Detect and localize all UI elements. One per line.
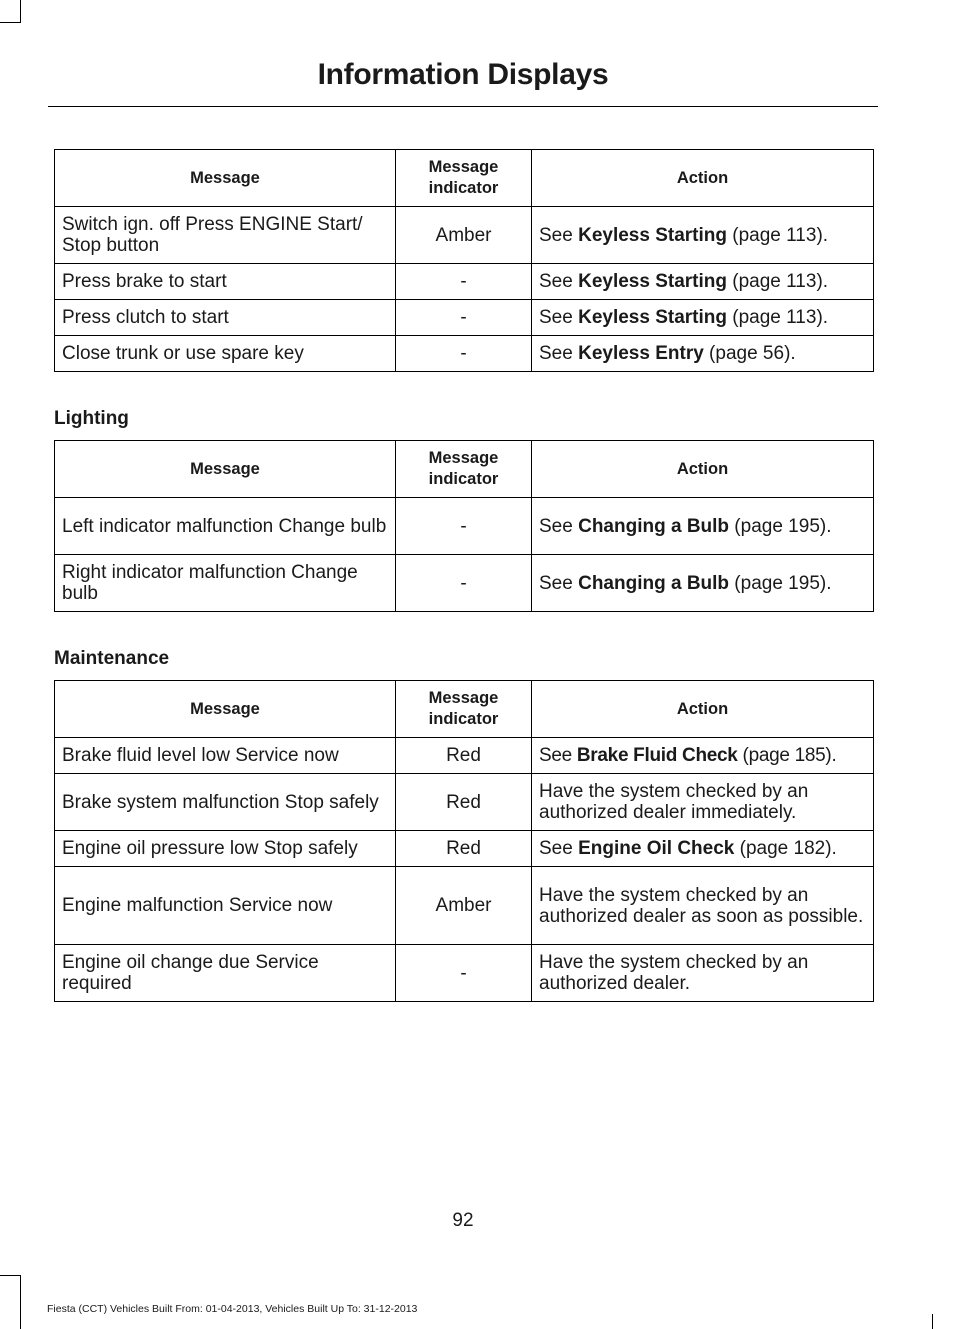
table-row [55,336,874,372]
table-row [55,831,874,867]
table-row [55,498,874,555]
crop-mark [932,1314,933,1329]
message-cell: Brake fluid level low Service now [55,738,396,774]
cross-reference: Keyless Entry [578,343,704,364]
indicator-cell: - [396,336,532,372]
message-cell: Right indicator malfunction Change bulb [55,555,396,612]
message-cell: Engine oil change due Service required [55,945,396,1002]
indicator-cell: Amber [396,867,532,945]
crop-mark [20,1275,21,1329]
column-header-message: Message [55,150,396,207]
table-row [55,774,874,831]
action-cell: See Changing a Bulb (page 195). [532,555,874,612]
action-cell: Have the system checked by an authorized dealer. [532,945,874,1002]
table-header-row [55,150,874,207]
column-header-message: Message [55,441,396,498]
indicator-cell: - [396,300,532,336]
table-row [55,207,874,264]
cross-reference: Changing a Bulb [578,572,730,594]
column-header-action: Action [532,150,874,207]
indicator-cell: Red [396,831,532,867]
table-header-row [55,681,874,738]
column-header-indicator: Message indicator [396,681,532,738]
column-header-action: Action [532,441,874,498]
indicator-cell: - [396,498,532,555]
indicator-cell: - [396,945,532,1002]
action-cell: See Changing a Bulb (page 195). [532,498,874,555]
action-cell: See Engine Oil Check (page 182). [532,831,874,867]
crop-mark [0,22,20,23]
crop-mark [0,1275,20,1276]
action-cell: Have the system checked by an authorized dealer immediately. [532,774,874,831]
section-heading-lighting: Lighting [54,408,129,429]
table-row [55,738,874,774]
title-rule [48,106,878,107]
action-cell: See Brake Fluid Check (page 185). [532,738,874,774]
lighting-table [54,440,874,612]
column-header-action: Action [532,681,874,738]
message-cell: Close trunk or use spare key [55,336,396,372]
crop-mark [20,0,21,23]
table-row [55,555,874,612]
indicator-cell: Red [396,774,532,831]
keyless-table [54,149,874,372]
action-cell: See Keyless Starting (page 113). [532,207,874,264]
section-heading-maintenance: Maintenance [54,648,170,669]
message-cell: Press clutch to start [55,300,396,336]
message-cell: Brake system malfunction Stop safely [55,774,396,831]
cross-reference: Keyless Starting [578,224,727,246]
table-row [55,867,874,945]
message-cell: Left indicator malfunction Change bulb [55,498,396,555]
cross-reference: Brake Fluid Check [576,745,738,766]
indicator-cell: - [396,264,532,300]
page-title: Information Displays [317,58,609,91]
indicator-cell: - [396,555,532,612]
action-cell: Have the system checked by an authorized dealer as soon as possible. [532,867,874,945]
message-cell: Engine malfunction Service now [55,867,396,945]
action-cell: See Keyless Starting (page 113). [532,300,874,336]
maintenance-table [54,680,874,1002]
indicator-cell: Amber [396,207,532,264]
table-header-row [55,441,874,498]
column-header-message: Message [55,681,396,738]
cross-reference: Engine Oil Check [578,838,735,859]
message-cell: Switch ign. off Press ENGINE Start/ Stop button [55,207,396,264]
footer-text: Fiesta (CCT) Vehicles Built From: 01-04-2013, Vehicles Built Up To: 31-12-2013 [47,1303,418,1315]
table-row [55,300,874,336]
page-number: 92 [452,1210,474,1231]
indicator-cell: Red [396,738,532,774]
cross-reference: Keyless Starting [578,307,727,328]
cross-reference: Changing a Bulb [578,515,730,537]
column-header-indicator: Message indicator [396,441,532,498]
table-row [55,945,874,1002]
message-cell: Press brake to start [55,264,396,300]
column-header-indicator: Message indicator [396,150,532,207]
table-row [55,264,874,300]
action-cell: See Keyless Entry (page 56). [532,336,874,372]
action-cell: See Keyless Starting (page 113). [532,264,874,300]
cross-reference: Keyless Starting [578,271,727,292]
message-cell: Engine oil pressure low Stop safely [55,831,396,867]
